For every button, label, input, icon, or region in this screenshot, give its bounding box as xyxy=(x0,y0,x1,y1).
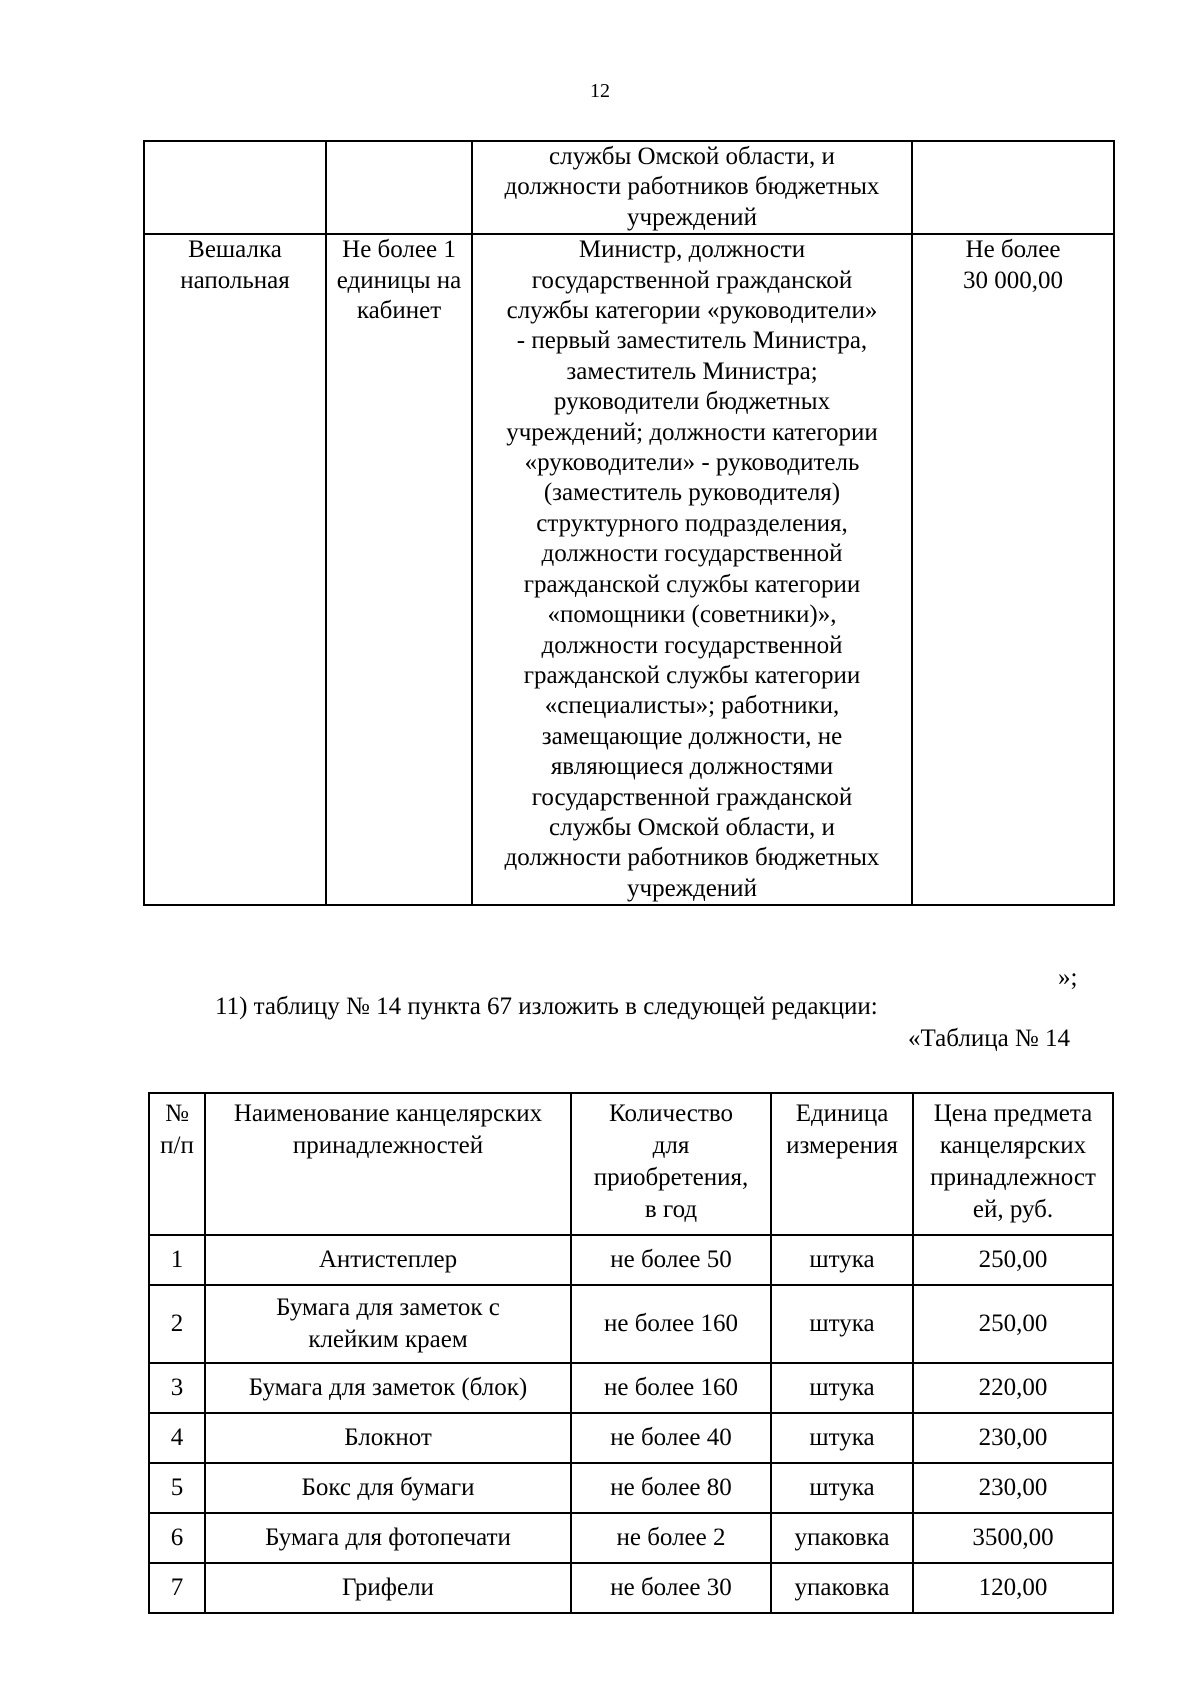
page-number: 12 xyxy=(590,80,610,102)
item-unit-cell xyxy=(771,1363,913,1413)
item-price-cell xyxy=(913,1235,1113,1285)
item-price: 230,00 xyxy=(978,1424,1048,1451)
row-number-cell xyxy=(149,1563,205,1613)
header-text: приобретения, xyxy=(593,1164,749,1191)
header-text: измерения xyxy=(786,1132,898,1159)
item-positions: (заместитель руководителя) xyxy=(543,479,841,507)
item-name-cell xyxy=(144,234,326,905)
item-unit-cell xyxy=(771,1235,913,1285)
row-number-cell xyxy=(149,1363,205,1413)
item-quantity: не более 2 xyxy=(616,1524,726,1551)
item-quantity-cell xyxy=(571,1285,771,1363)
item-unit: штука xyxy=(809,1424,875,1451)
item-positions: структурного подразделения, xyxy=(536,509,848,537)
item-positions: должности работников бюджетных xyxy=(504,173,880,201)
item-positions: учреждений xyxy=(627,203,757,231)
item-unit: упаковка xyxy=(794,1524,890,1551)
header-text: в год xyxy=(644,1196,698,1223)
item-name: напольная xyxy=(180,266,290,294)
header-text: Наименование канцелярских xyxy=(233,1100,543,1127)
item-positions-cell xyxy=(472,141,912,234)
item-price: 250,00 xyxy=(978,1246,1048,1273)
item-quantity-cell xyxy=(571,1363,771,1413)
item-positions-cell xyxy=(472,234,912,905)
item-quantity-cell xyxy=(326,234,472,905)
item-name: Бумага для фотопечати xyxy=(265,1524,511,1551)
item-quantity: кабинет xyxy=(356,297,442,325)
item-price: 120,00 xyxy=(978,1574,1048,1601)
table-row xyxy=(149,1285,1113,1363)
item-name-cell xyxy=(205,1285,571,1363)
item-price-cell xyxy=(913,1413,1113,1463)
item-quantity-cell xyxy=(326,141,472,234)
item-quantity: не более 30 xyxy=(610,1574,732,1601)
row-number-cell xyxy=(149,1285,205,1363)
item-name: Вешалка xyxy=(188,236,282,264)
header-text: принадлежност xyxy=(930,1164,1096,1191)
item-name: Бокс для бумаги xyxy=(301,1474,475,1501)
item-price: 30 000,00 xyxy=(963,266,1063,294)
closing-quote: »; xyxy=(1058,964,1078,991)
item-name: Бумага для заметок с xyxy=(276,1294,500,1321)
item-positions: службы категории «руководители» xyxy=(506,297,878,325)
table-row xyxy=(144,234,1114,905)
item-positions: должности государственной xyxy=(541,631,843,659)
row-number-cell xyxy=(149,1513,205,1563)
row-number-cell xyxy=(149,1463,205,1513)
item-name-cell xyxy=(144,141,326,234)
item-name-cell xyxy=(205,1563,571,1613)
item-price: 220,00 xyxy=(978,1374,1048,1401)
item-price: 230,00 xyxy=(978,1474,1048,1501)
item-unit: штука xyxy=(809,1310,875,1337)
item-unit: штука xyxy=(809,1374,875,1401)
amendment-paragraph: 11) таблицу № 14 пункта 67 изложить в следующей редакции: xyxy=(215,993,878,1020)
item-quantity: не более 160 xyxy=(603,1374,739,1401)
item-name-cell xyxy=(205,1413,571,1463)
item-positions: Министр, должности xyxy=(578,236,806,264)
item-name: клейким краем xyxy=(308,1326,468,1353)
item-positions: руководители бюджетных xyxy=(553,388,831,416)
item-unit-cell xyxy=(771,1285,913,1363)
item-positions: службы Омской области, и xyxy=(549,813,835,841)
item-price-cell xyxy=(913,1463,1113,1513)
row-number: 6 xyxy=(170,1524,184,1551)
table-row xyxy=(144,141,1114,234)
table-row xyxy=(149,1363,1113,1413)
item-quantity: не более 160 xyxy=(603,1310,739,1337)
header-cell xyxy=(149,1093,205,1235)
item-price: 3500,00 xyxy=(972,1524,1054,1551)
item-price-cell xyxy=(913,1285,1113,1363)
table-caption: «Таблица № 14 xyxy=(908,1025,1071,1052)
item-quantity: не более 40 xyxy=(610,1424,732,1451)
item-name-cell xyxy=(205,1463,571,1513)
item-quantity: не более 50 xyxy=(610,1246,732,1273)
row-number: 7 xyxy=(170,1574,184,1601)
item-positions: государственной гражданской xyxy=(531,783,853,811)
item-positions: заместитель Министра; xyxy=(566,357,818,385)
header-text: Количество xyxy=(609,1100,733,1127)
item-positions: государственной гражданской xyxy=(531,266,853,294)
header-cell xyxy=(771,1093,913,1235)
item-positions: учреждений xyxy=(627,874,757,902)
stationery-table xyxy=(148,1092,1114,1614)
row-number-cell xyxy=(149,1413,205,1463)
item-price: Не более xyxy=(965,236,1061,264)
table-row xyxy=(149,1513,1113,1563)
item-unit: штука xyxy=(809,1474,875,1501)
row-number-cell xyxy=(149,1235,205,1285)
item-price: 250,00 xyxy=(978,1310,1048,1337)
item-quantity-cell xyxy=(571,1463,771,1513)
table-row xyxy=(149,1563,1113,1613)
header-text: для xyxy=(652,1132,690,1159)
item-name: Антистеплер xyxy=(318,1246,458,1273)
item-quantity: Не более 1 xyxy=(342,236,456,264)
header-text: № xyxy=(165,1100,189,1127)
item-name-cell xyxy=(205,1363,571,1413)
item-positions: должности государственной xyxy=(541,540,843,568)
item-positions: службы Омской области, и xyxy=(549,143,835,170)
item-price-cell xyxy=(913,1513,1113,1563)
row-number: 2 xyxy=(170,1310,184,1337)
header-text: п/п xyxy=(160,1132,194,1159)
item-unit: штука xyxy=(809,1246,875,1273)
item-positions: гражданской службы категории xyxy=(523,570,861,598)
item-name-cell xyxy=(205,1513,571,1563)
item-price-cell xyxy=(913,1363,1113,1413)
header-text: канцелярских xyxy=(939,1132,1087,1159)
item-positions: должности работников бюджетных xyxy=(504,844,880,872)
item-price-cell xyxy=(912,141,1114,234)
header-cell xyxy=(205,1093,571,1235)
item-name: Грифели xyxy=(342,1574,434,1601)
item-unit-cell xyxy=(771,1513,913,1563)
item-positions: учреждений; должности категории xyxy=(506,418,878,446)
item-name: Бумага для заметок (блок) xyxy=(248,1374,528,1401)
item-positions: гражданской службы категории xyxy=(523,661,861,689)
item-unit-cell xyxy=(771,1463,913,1513)
item-quantity: единицы на xyxy=(336,266,462,294)
item-positions: «специалисты»; работники, xyxy=(544,692,840,720)
item-quantity: не более 80 xyxy=(610,1474,732,1501)
header-cell xyxy=(571,1093,771,1235)
row-number: 5 xyxy=(170,1474,184,1501)
table-header-row xyxy=(149,1093,1113,1235)
item-positions: замещающие должности, не xyxy=(541,722,843,750)
equipment-table-continued xyxy=(143,140,1115,906)
header-text: принадлежностей xyxy=(292,1132,484,1159)
table-row xyxy=(149,1463,1113,1513)
item-quantity-cell xyxy=(571,1513,771,1563)
header-text: ей, руб. xyxy=(972,1196,1054,1223)
item-unit-cell xyxy=(771,1563,913,1613)
header-text: Цена предмета xyxy=(933,1100,1093,1127)
item-unit-cell xyxy=(771,1413,913,1463)
item-positions: «помощники (советники)», xyxy=(547,601,837,629)
header-text: Единица xyxy=(795,1100,889,1127)
item-quantity-cell xyxy=(571,1235,771,1285)
item-name: Блокнот xyxy=(344,1424,432,1451)
item-quantity-cell xyxy=(571,1563,771,1613)
item-name-cell xyxy=(205,1235,571,1285)
row-number: 4 xyxy=(170,1424,184,1451)
item-quantity-cell xyxy=(571,1413,771,1463)
item-price-cell xyxy=(913,1563,1113,1613)
row-number: 3 xyxy=(170,1374,184,1401)
item-positions: - первый заместитель Министра, xyxy=(516,327,868,355)
item-positions: являющиеся должностями xyxy=(550,753,834,781)
item-price-cell xyxy=(912,234,1114,905)
table-row xyxy=(149,1235,1113,1285)
table-row xyxy=(149,1413,1113,1463)
header-cell xyxy=(913,1093,1113,1235)
item-positions: «руководители» - руководитель xyxy=(524,449,860,477)
item-unit: упаковка xyxy=(794,1574,890,1601)
row-number: 1 xyxy=(170,1246,184,1273)
